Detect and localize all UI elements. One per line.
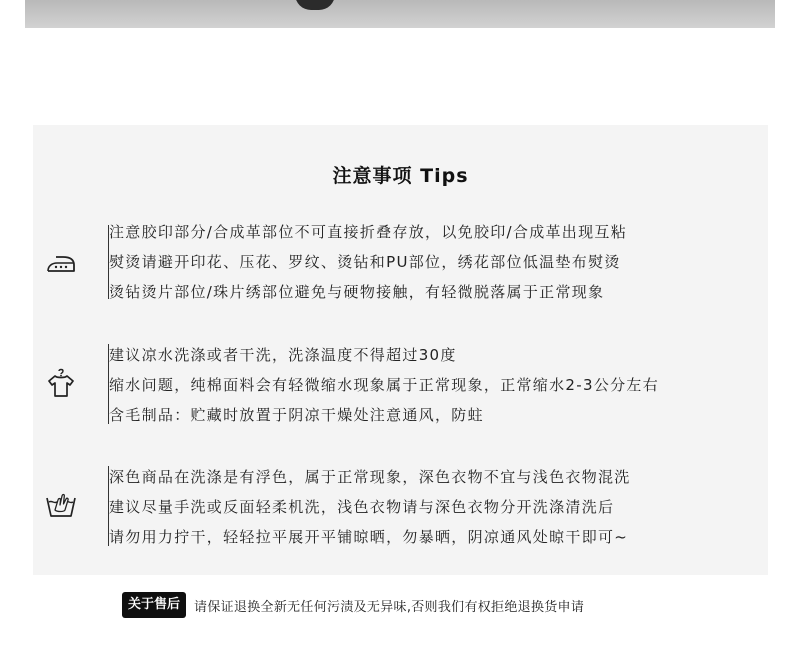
- tip-line: 缩水问题，纯棉面料会有轻微缩水现象属于正常现象，正常缩水2-3公分左右: [109, 376, 660, 394]
- tip-line: 建议尽量手洗或反面轻柔机洗，浅色衣物请与深色衣物分开洗涤清洗后: [109, 498, 615, 516]
- after-sale-badge: 关于售后: [122, 592, 186, 618]
- product-photo-detail: [295, 0, 335, 10]
- shirt-icon: [45, 368, 77, 400]
- iron-icon: [45, 247, 77, 279]
- tip-line: 注意胶印部分/合成革部位不可直接折叠存放，以免胶印/合成革出现互粘: [109, 223, 628, 241]
- tips-title: 注意事项 Tips: [332, 165, 469, 187]
- product-photo-bottom-edge: [25, 0, 775, 28]
- tips-section-washing: [33, 340, 768, 430]
- care-tips-panel: [33, 125, 768, 575]
- hand-wash-icon: [45, 488, 77, 520]
- tip-line: 建议凉水洗涤或者干洗，洗涤温度不得超过30度: [109, 346, 457, 364]
- after-sale-text: 请保证退换全新无任何污渍及无异味,否则我们有权拒绝退换货申请: [194, 599, 585, 615]
- tip-line: 烫钻烫片部位/珠片绣部位避免与硬物接触，有轻微脱落属于正常现象: [109, 283, 605, 301]
- tip-line: 深色商品在洗涤是有浮色，属于正常现象，深色衣物不宜与浅色衣物混洗: [109, 468, 631, 486]
- after-sale-notice: [122, 591, 584, 619]
- tip-line: 请勿用力拧干，轻轻拉平展开平铺晾晒，勿暴晒，阴凉通风处晾干即可~: [109, 528, 629, 546]
- tips-section-ironing: [33, 217, 768, 307]
- tip-line: 含毛制品：贮藏时放置于阴凉干燥处注意通风，防蛀: [109, 406, 484, 424]
- tips-section-hand-wash: [33, 462, 768, 552]
- tip-line: 熨烫请避开印花、压花、罗纹、烫钻和PU部位，绣花部位低温垫布熨烫: [109, 253, 621, 271]
